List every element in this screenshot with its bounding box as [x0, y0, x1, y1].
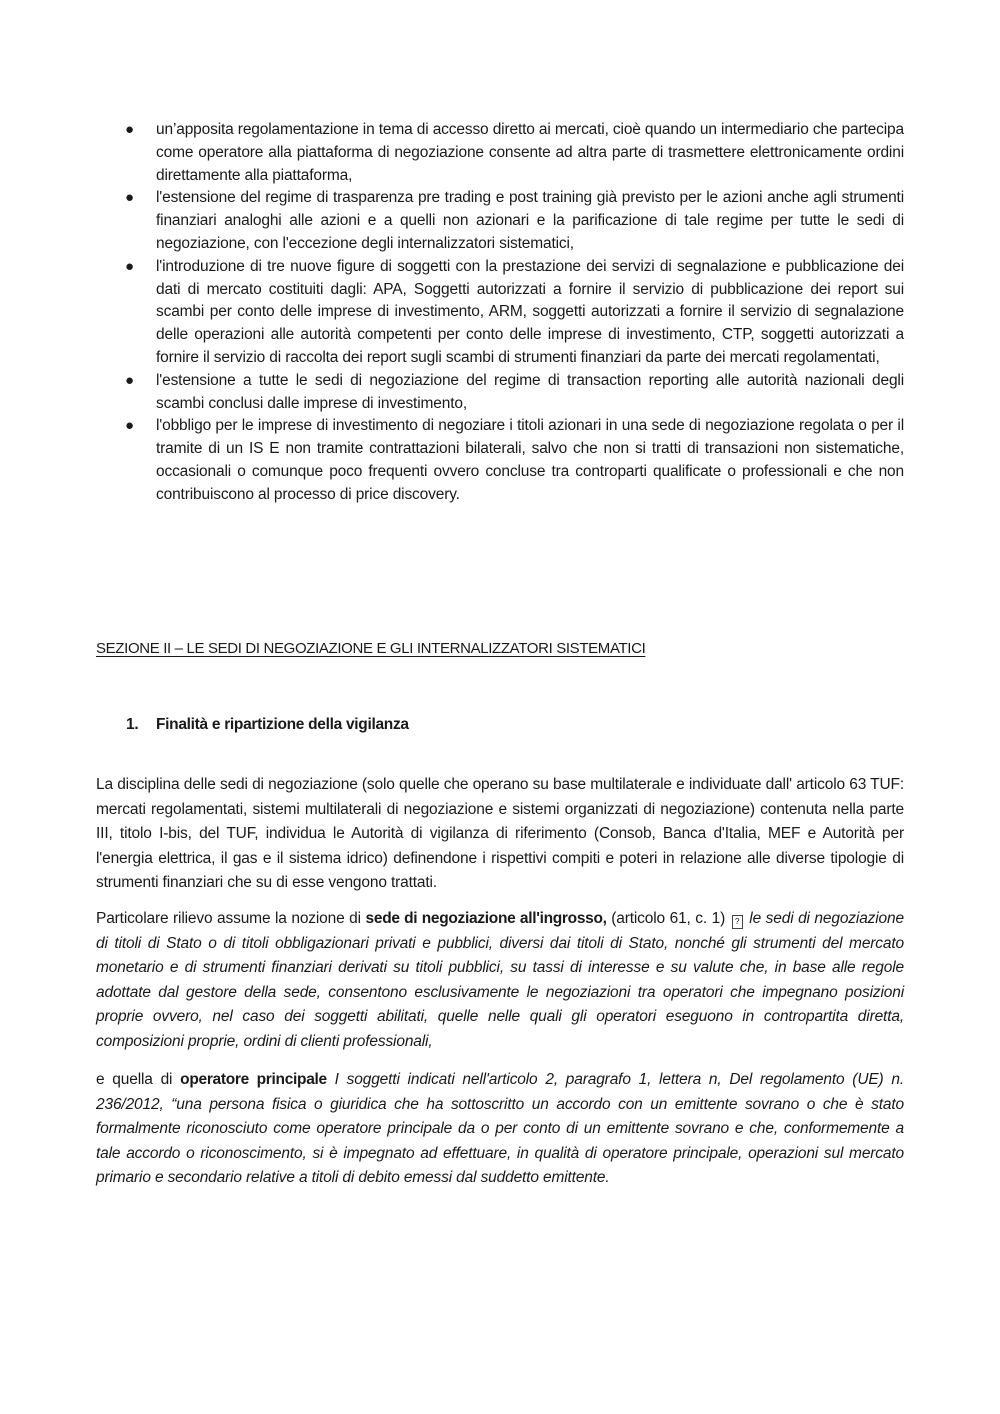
section-title: SEZIONE II – LE SEDI DI NEGOZIAZIONE E GLI INTERNALIZZATORI SISTEMATICI [96, 640, 646, 657]
list-item-text: l'estensione a tutte le sedi di negoziazione del regime di transaction reporting alle autorità nazionali degli scambi conclusi dalle imprese di investimento, [156, 371, 904, 412]
list-item [96, 256, 904, 370]
missing-glyph-icon: ? [732, 915, 743, 929]
bullet-list [96, 119, 904, 507]
definition-text: I soggetti indicati nell'articolo 2, paragrafo 1, lettera n, Del regolamento (UE) n. 236/2012, “una persona fisica o giuridica che ha sottoscritto un accordo con un emittente sovrano o che è stato formalmente riconosciuto come operatore principale da o per conto di un emittente sovrano e che, conformemente a tale accordo o riconoscimento, si è impegnato ad effettuare, in qualità di operatore principale, operazioni sul mercato primario e secondario relative a titoli di debito emessi dal suddetto emittente. [96, 1071, 905, 1186]
list-item [96, 187, 904, 255]
list-item-text: l'introduzione di tre nuove figure di soggetti con la prestazione dei servizi di segnalazione e pubblicazione dei dati di mercato costituiti dagli: APA, Soggetti autorizzati a fornire il servizio di pubblicazione dei report sui scambi per conto delle imprese di investimento, ARM, soggetti autorizzati a fornire il servizio di segnalazione delle operazioni alle autorità competenti per conto delle imprese di investimento, CTP, soggetti autorizzati a fornire il servizio di raccolta dei report sugli scambi di strumenti finanziari da parte dei mercati regolamentati, [156, 257, 904, 366]
definition-text: le sedi di negoziazione di titoli di Stato o di titoli obbligazionari privati e pubblici, diversi dai titoli di Stato, nonché gli strumenti del mercato monetario e di strumenti finanziari derivati su titoli pubblici, su tassi di interesse e su valute che, in base alle regole adottate dal gestore della sede, consentono esclusivamente le negoziazioni tra operatori che impegnano posizioni proprie ovvero, nel caso dei soggetti abilitati, quelle nelle quali gli operatori eseguono in contropartita diretta, composizioni proprie, ordini di clienti professionali, [96, 910, 904, 1050]
bullet-icon: ● [125, 121, 134, 138]
bullet-icon: ● [125, 417, 134, 435]
bullet-icon: ● [125, 257, 134, 275]
paragraph-lead: Particolare rilievo assume la nozione di [96, 910, 366, 927]
list-item [96, 370, 904, 416]
list-item-text: l'estensione del regime di trasparenza pre trading e post training già previsto per le azioni anche agli strumenti finanziari analoghi alle azioni e a quelli non azionari e la parificazione di tale regime per tutte le sedi di negoziazione, con l'eccezione degli internalizzatori sistematici, [156, 189, 904, 252]
bullet-icon: ● [125, 189, 134, 207]
subsection-heading [126, 716, 409, 734]
paragraph [96, 1068, 904, 1191]
list-item [96, 415, 904, 506]
list-item-text: l'obbligo per le imprese di investimento di negoziare i titoli azionari in una sede di negoziazione regolata o per il tramite di un IS E non tramite contrattazioni bilaterali, salvo che non si tratti di transazioni non sistematiche, occasionali o comunque poco frequenti ovvero concluse tra controparti qualificate o professionali e che non contribuiscono al processo di price discovery. [156, 417, 904, 503]
list-item-text: un’apposita regolamentazione in tema di accesso diretto ai mercati, cioè quando un intermediario che partecipa come operatore alla piattaforma di negoziazione consente ad altra parte di trasmettere elettronicamente ordini direttamente alla piattaforma, [156, 121, 904, 184]
paragraph: La disciplina delle sedi di negoziazione (solo quelle che operano su base multilaterale e individuate dall' articolo 63 TUF: mercati regolamentati, sistemi multilaterali di negoziazione e sistemi organizzati di negoziazione) contenuta nella parte III, titolo I-bis, del TUF, individua le Autorità di vigilanza di riferimento (Consob, Banca d'Italia, MEF e Autorità per l'energia elettrica, il gas e il sistema idrico) definendone i rispettivi compiti e poteri in relazione alle diverse tipologie di strumenti finanziari che su di esse vengono trattati. [96, 776, 904, 891]
subsection-number: 1. [126, 716, 139, 733]
article-reference: (articolo 61, c. 1) [606, 910, 730, 927]
defined-term: sede di negoziazione all'ingrosso, [365, 910, 607, 927]
bullet-icon: ● [125, 371, 134, 389]
defined-term: operatore principale [180, 1071, 327, 1088]
paragraph-lead: e quella di [96, 1071, 181, 1088]
subsection-title: Finalità e ripartizione della vigilanza [156, 716, 409, 733]
paragraph [96, 907, 904, 1054]
list-item [96, 119, 904, 187]
